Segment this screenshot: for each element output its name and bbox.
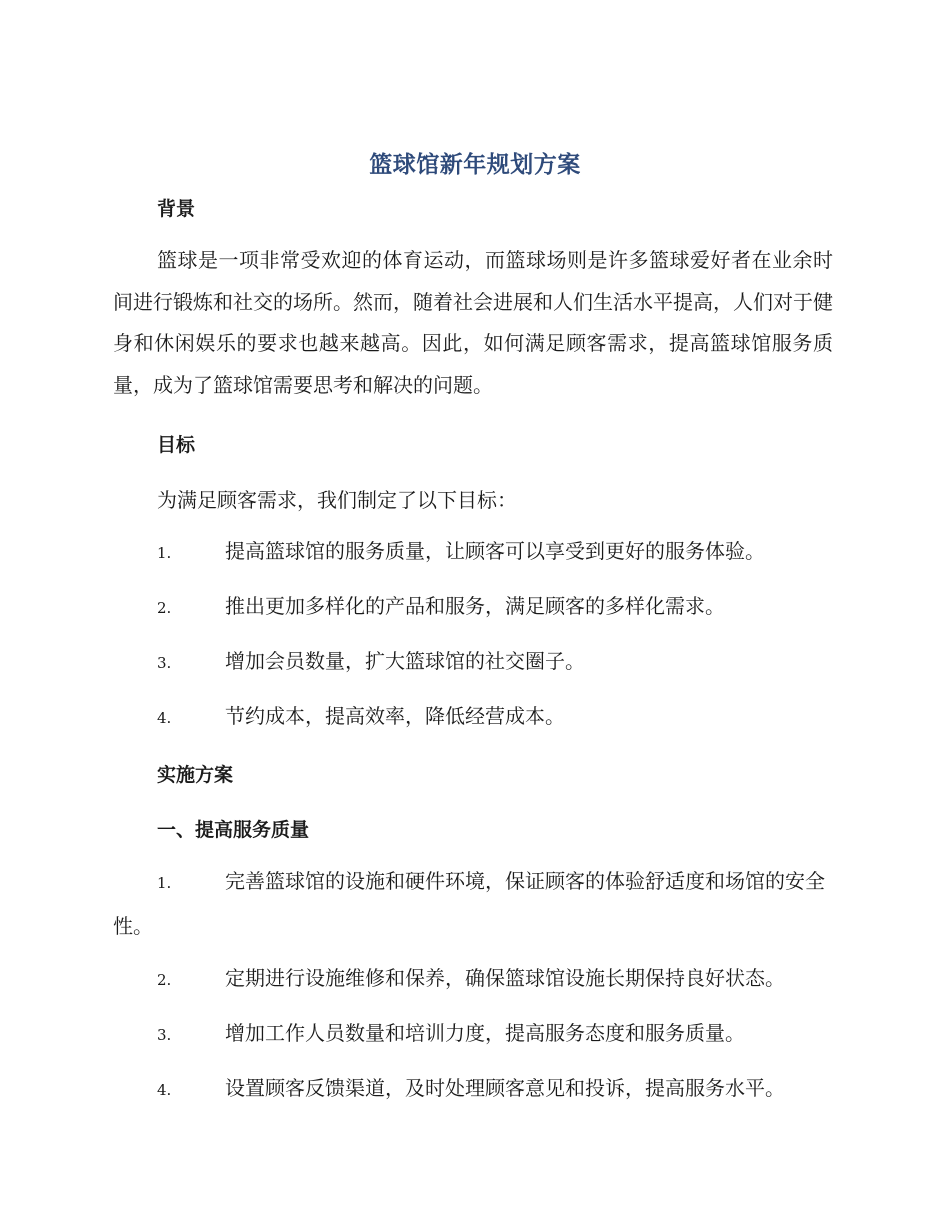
list-number: 3.	[157, 654, 172, 672]
document-title: 篮球馆新年规划方案	[369, 152, 581, 178]
heading-background: 背景	[157, 198, 196, 220]
list-item-text: 推出更加多样化的产品和服务，满足顾客的多样化需求。	[225, 594, 725, 618]
list-number: 1.	[157, 544, 172, 562]
list-item-text: 完善篮球馆的设施和硬件环境，保证顾客的体验舒适度和场馆的安全性。	[113, 869, 825, 938]
list-number: 2.	[157, 599, 172, 617]
goals-intro: 为满足顾客需求，我们制定了以下目标：	[157, 488, 517, 512]
subheading-service-quality: 一、提高服务质量	[157, 819, 310, 841]
list-item-text: 提高篮球馆的服务质量，让顾客可以享受到更好的服务体验。	[225, 539, 765, 563]
background-paragraph: 篮球是一项非常受欢迎的体育运动，而篮球场则是许多篮球爱好者在业余时间进行锻炼和社交的场所。然而，随着社会进展和人们生活水平提高，人们对于健身和休闲娱乐的要求也越来越高。因此，如何满足顾客需求，提高篮球馆服务质量，成为了篮球馆需要思考和解决的问题。	[113, 248, 833, 397]
goal-item	[113, 695, 835, 740]
list-item-text: 节约成本，提高效率，降低经营成本。	[225, 704, 565, 728]
list-item-text: 设置顾客反馈渠道，及时处理顾客意见和投诉，提高服务水平。	[225, 1076, 785, 1100]
goal-item	[113, 530, 835, 575]
list-item-text: 增加会员数量，扩大篮球馆的社交圈子。	[225, 649, 585, 673]
heading-goals: 目标	[157, 434, 196, 456]
list-number: 2.	[157, 971, 172, 989]
heading-implementation: 实施方案	[157, 764, 234, 786]
implementation-item	[113, 1067, 835, 1112]
list-number: 3.	[157, 1026, 172, 1044]
list-number: 4.	[157, 1081, 172, 1099]
goal-item	[113, 640, 835, 685]
list-item-text: 增加工作人员数量和培训力度，提高服务态度和服务质量。	[225, 1021, 745, 1045]
implementation-item	[113, 1012, 835, 1057]
list-number: 4.	[157, 709, 172, 727]
list-item-text: 定期进行设施维修和保养，确保篮球馆设施长期保持良好状态。	[225, 966, 785, 990]
implementation-item	[113, 860, 835, 948]
list-number: 1.	[157, 874, 172, 892]
implementation-item	[113, 957, 835, 1002]
goal-item	[113, 585, 835, 630]
